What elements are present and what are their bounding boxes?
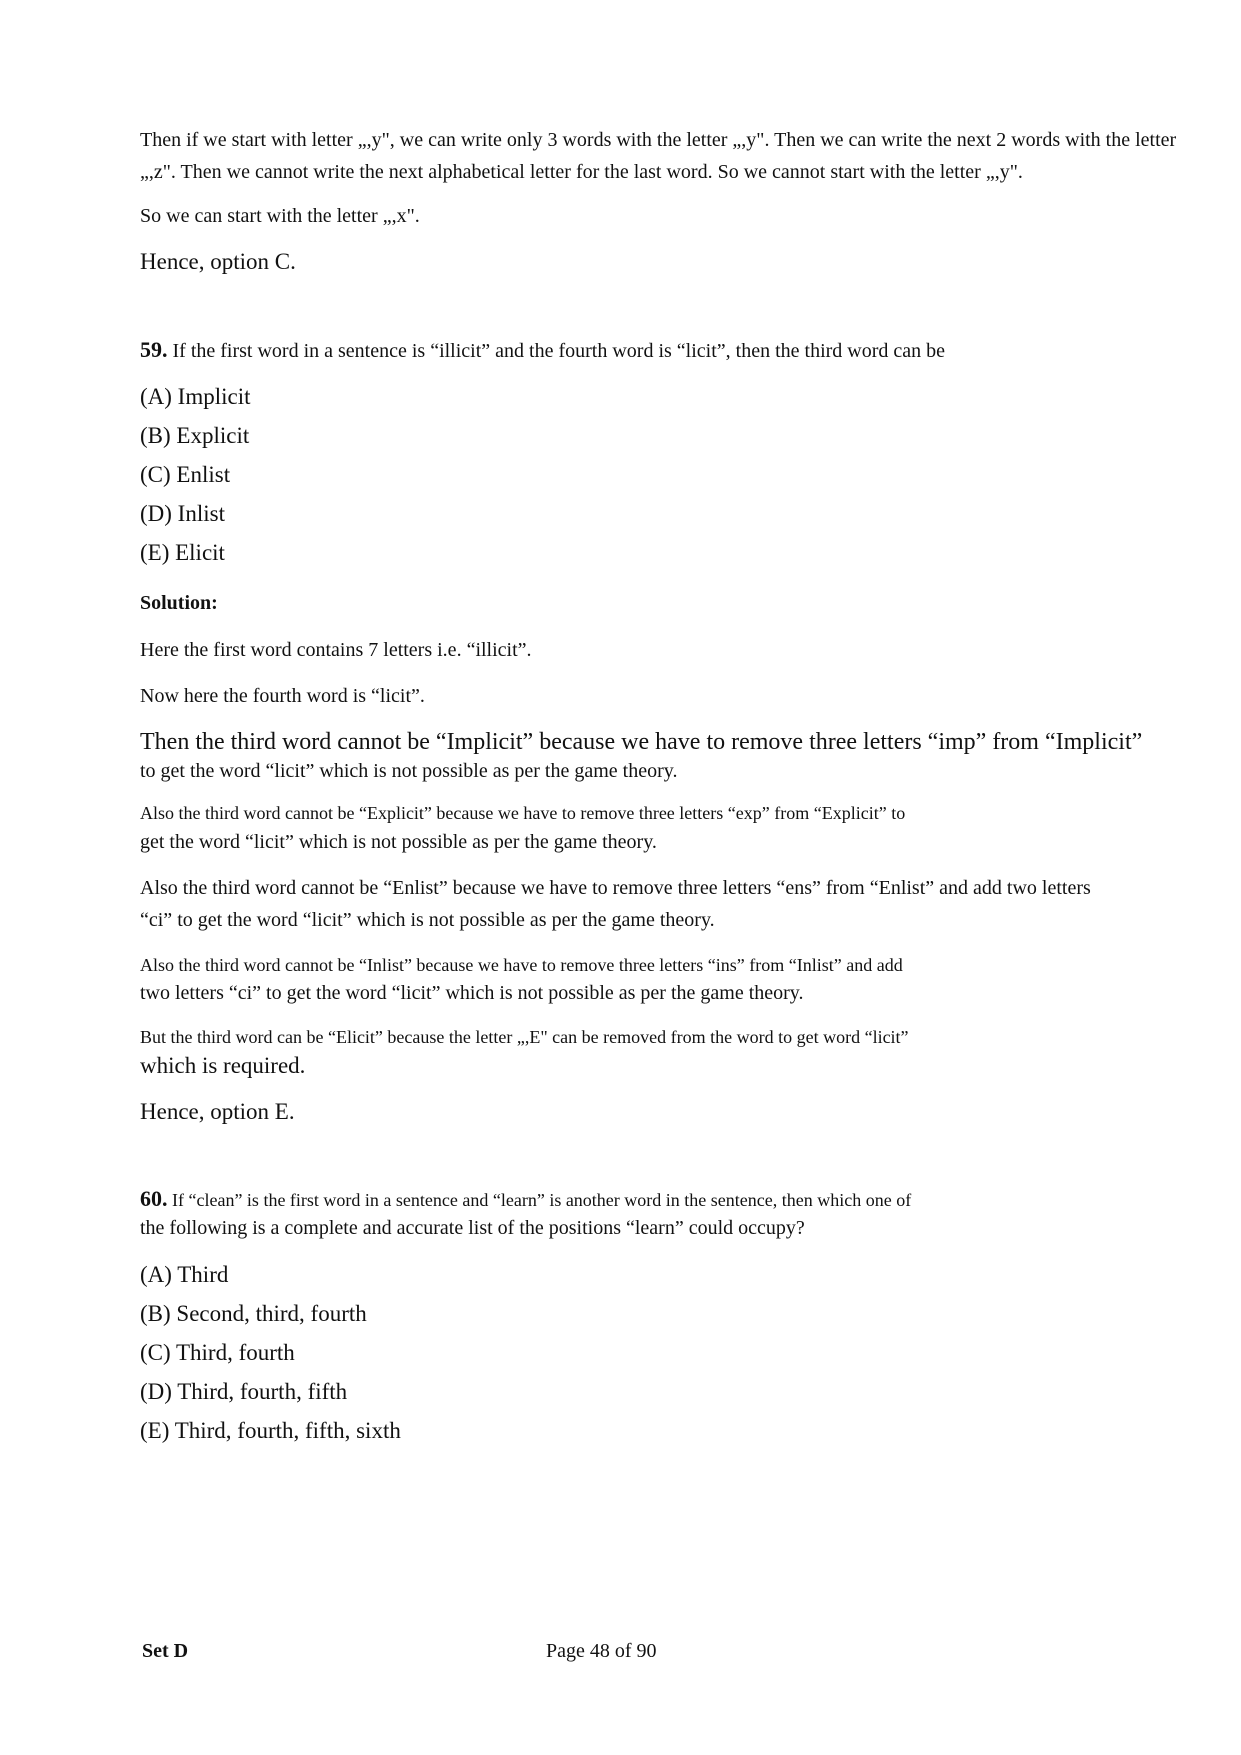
option-c: (C) Enlist: [140, 462, 231, 487]
option-a: (A) Implicit: [140, 384, 251, 409]
solution-line: Also the third word cannot be “Explicit” because we have to remove three letters “exp” from “Explicit” to: [140, 803, 906, 823]
set-label: Set D: [142, 1640, 189, 1662]
question-number: 60.: [140, 1186, 168, 1211]
question-60-line-2: the following is a complete and accurate list of the positions “learn” could occupy?: [140, 1217, 805, 1239]
solution-line: Also the third word cannot be “Enlist” because we have to remove three letters “ens” from “Enlist” and add two letters “ci” to get the word “licit” which is not possible as per the game theory.: [140, 877, 1091, 931]
solution-line: Then the third word cannot be “Implicit” because we have to remove three letters “imp” from “Implicit”: [140, 729, 1143, 755]
options-list: [140, 377, 1200, 572]
option-d: (D) Third, fourth, fifth: [140, 1379, 348, 1404]
solution-label: Solution:: [140, 592, 218, 614]
option-a: (A) Third: [140, 1262, 229, 1287]
question-number: 59.: [140, 337, 168, 362]
question-text: If the first word in a sentence is “illicit” and the fourth word is “licit”, then the third word can be: [167, 340, 946, 362]
question-59: [140, 334, 1200, 367]
solution-line: Also the third word cannot be “Inlist” because we have to remove three letters “ins” from “Inlist” and add: [140, 955, 903, 975]
question-text: If “clean” is the first word in a sentence and “learn” is another word in the sentence, then which one of: [167, 1190, 912, 1210]
solution-line: which is required.: [140, 1053, 306, 1078]
intro-paragraph-2: So we can start with the letter „,x".: [140, 205, 420, 227]
solution-line: get the word “licit” which is not possible as per the game theory.: [140, 831, 657, 853]
solution-line: Here the first word contains 7 letters i.e. “illicit”.: [140, 639, 532, 661]
document-page: [140, 124, 1200, 1450]
solution-line: two letters “ci” to get the word “licit” which is not possible as per the game theory.: [140, 982, 804, 1004]
question-60: [140, 1184, 1200, 1215]
solution-conclusion: Hence, option E.: [140, 1099, 295, 1124]
option-c: (C) Third, fourth: [140, 1340, 295, 1365]
page-number: Page 48 of 90: [546, 1640, 657, 1662]
solution-line: to get the word “licit” which is not possible as per the game theory.: [140, 760, 678, 782]
intro-paragraph: Then if we start with letter „,y", we can write only 3 words with the letter „,y". Then we can write the next 2 words with the letter „,z". Then we cannot write the next alphabetical letter for the last word. So we cannot start with the letter „,y".: [140, 129, 1177, 183]
option-e: (E) Elicit: [140, 540, 225, 565]
option-b: (B) Second, third, fourth: [140, 1301, 367, 1326]
option-b: (B) Explicit: [140, 423, 250, 448]
option-d: (D) Inlist: [140, 501, 225, 526]
solution-line: But the third word can be “Elicit” because the letter „,E" can be removed from the word to get word “licit”: [140, 1027, 909, 1047]
option-e: (E) Third, fourth, fifth, sixth: [140, 1418, 401, 1443]
intro-conclusion: Hence, option C.: [140, 249, 296, 274]
solution-line: Now here the fourth word is “licit”.: [140, 685, 425, 707]
options-list: [140, 1255, 1200, 1450]
